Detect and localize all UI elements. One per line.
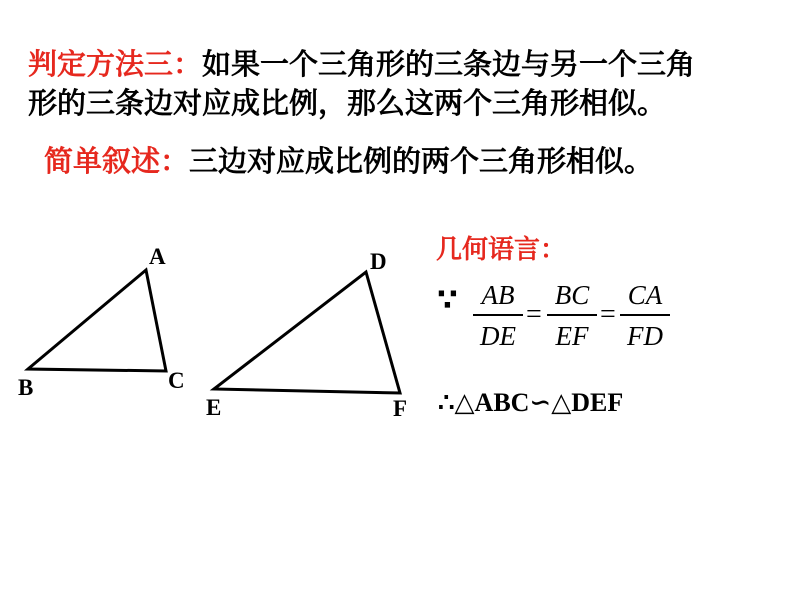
criterion-label: 判定方法三： [28,47,203,81]
summary-text: 三边对应成比例的两个三角形相似。 [189,144,654,178]
fraction-numerator: AB [481,280,515,310]
fraction-denominator: FD [627,320,663,351]
fraction-denominator: DE [480,320,516,351]
fraction-bar [620,314,670,316]
fraction-ab-de [473,279,523,352]
criterion-text-part1: 如果一个三角形的三条边与另一个三角 [202,47,696,81]
criterion-line-2: 形的三条边对应成比例，那么这两个三角形相似。 [28,86,667,120]
vertex-label-b: B [18,375,34,400]
fraction-numerator: BC [554,280,590,310]
fraction-bar [473,314,523,316]
vertex-label-e: E [206,395,222,420]
vertex-label-c: C [168,368,185,393]
fraction-bar [547,314,597,316]
fraction-numerator: CA [627,280,663,310]
equals-sign-2: = [600,299,616,330]
summary-label: 简单叙述： [44,144,190,178]
vertex-label-d: D [370,249,387,274]
vertex-label-f: F [393,396,408,421]
geometry-language-title: 几何语言： [436,235,567,265]
triangle-def [214,272,400,393]
vertex-label-a: A [149,244,166,269]
triangle-abc [28,270,166,371]
fraction-bc-ef [547,279,597,352]
because-symbol: ∵ [437,283,458,318]
fraction-denominator: EF [555,320,589,351]
fraction-ca-fd [620,279,670,352]
conclusion-statement: ∴△ABC∽△DEF [438,388,624,417]
equals-sign-1: = [526,299,542,330]
